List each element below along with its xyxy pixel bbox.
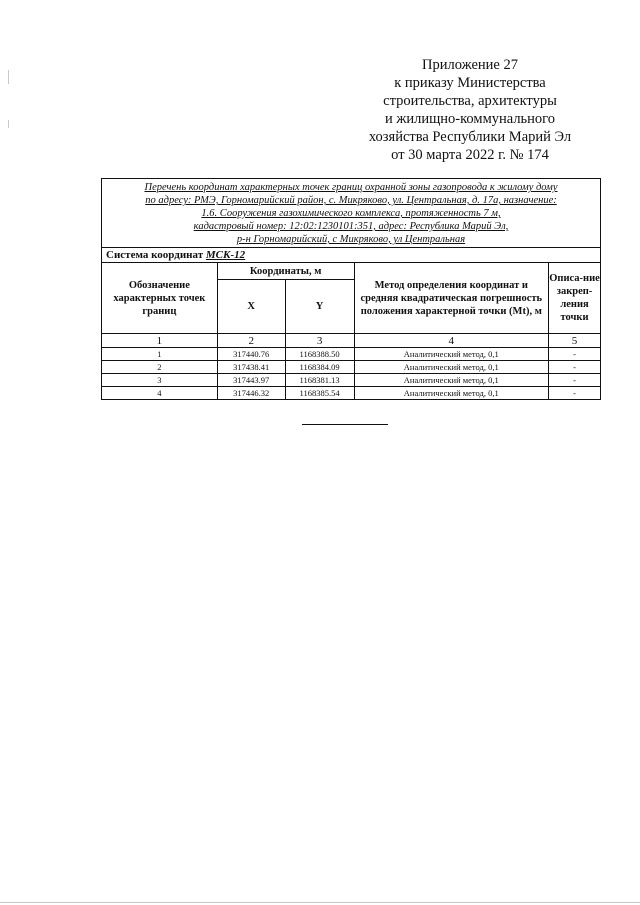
- coordinate-system: [102, 248, 601, 263]
- description-cell: -: [549, 387, 601, 400]
- method-cell: Аналитический метод, 0,1: [354, 361, 549, 374]
- point-cell: 4: [102, 387, 218, 400]
- closing-divider: [302, 424, 388, 425]
- description-cell: -: [549, 361, 601, 374]
- scan-artifact: [0, 902, 640, 903]
- header-line: к приказу Министерства: [394, 75, 546, 91]
- intro-line: 1.6. Сооружения газохимического комплекса, протяженность 7 м,: [201, 208, 501, 219]
- point-cell: 1: [102, 348, 218, 361]
- x-cell: 317440.76: [217, 348, 285, 361]
- point-cell: 3: [102, 374, 218, 387]
- scan-artifact: [8, 70, 9, 84]
- header-line: хозяйства Республики Марий Эл: [368, 129, 572, 145]
- x-cell: 317438.41: [217, 361, 285, 374]
- x-cell: 317443.97: [217, 374, 285, 387]
- coordinate-system-label: Система координат: [106, 249, 204, 261]
- header-x: X: [217, 280, 285, 334]
- column-number: 3: [285, 334, 354, 348]
- table-row: [102, 374, 601, 387]
- table-row: [102, 361, 601, 374]
- y-cell: 1168388.50: [285, 348, 354, 361]
- column-number: 1: [102, 334, 218, 348]
- header-coordinates: Координаты, м: [217, 263, 354, 280]
- point-cell: 2: [102, 361, 218, 374]
- method-cell: Аналитический метод, 0,1: [354, 387, 549, 400]
- header-point-designation: Обозначение характерных точек границ: [102, 263, 218, 334]
- header-method: Метод определения координат и средняя квадратическая погрешность положения характерной точки (Mt), м: [354, 263, 549, 334]
- intro-line: кадастровый номер: 12:02:1230101:351, адрес: Республика Марий Эл,: [193, 221, 509, 232]
- column-numbers-row: [102, 334, 601, 348]
- column-number: 5: [549, 334, 601, 348]
- intro-line: Перечень координат характерных точек границ охранной зоны газопровода к жилому дому: [144, 182, 558, 193]
- table-row: [102, 387, 601, 400]
- column-number: 2: [217, 334, 285, 348]
- x-cell: 317446.32: [217, 387, 285, 400]
- header-line: Приложение 27: [422, 57, 518, 73]
- y-cell: 1168381.13: [285, 374, 354, 387]
- column-number: 4: [354, 334, 549, 348]
- scan-artifact: [8, 120, 9, 128]
- table-intro: [102, 179, 601, 248]
- method-cell: Аналитический метод, 0,1: [354, 348, 549, 361]
- header-description: Описа-ние закреп-ления точки: [549, 263, 601, 334]
- coordinate-system-name: МСК-12: [205, 249, 246, 261]
- description-cell: -: [549, 374, 601, 387]
- header-line: и жилищно-коммунального: [384, 111, 556, 127]
- table-row: [102, 348, 601, 361]
- intro-line: р-н Горномарийский, с Микряково, ул Центральная: [236, 234, 466, 245]
- header-y: Y: [285, 280, 354, 334]
- y-cell: 1168384.09: [285, 361, 354, 374]
- method-cell: Аналитический метод, 0,1: [354, 374, 549, 387]
- header-line: от 30 марта 2022 г. № 174: [391, 147, 549, 163]
- appendix-header: [340, 56, 600, 164]
- y-cell: 1168385.54: [285, 387, 354, 400]
- header-line: строительства, архитектуры: [383, 93, 557, 109]
- intro-line: по адресу: РМЭ, Горномарийский район, с. Микряково, ул. Центральная, д. 17а, назначение:: [145, 195, 557, 206]
- coordinates-table: [101, 178, 601, 400]
- description-cell: -: [549, 348, 601, 361]
